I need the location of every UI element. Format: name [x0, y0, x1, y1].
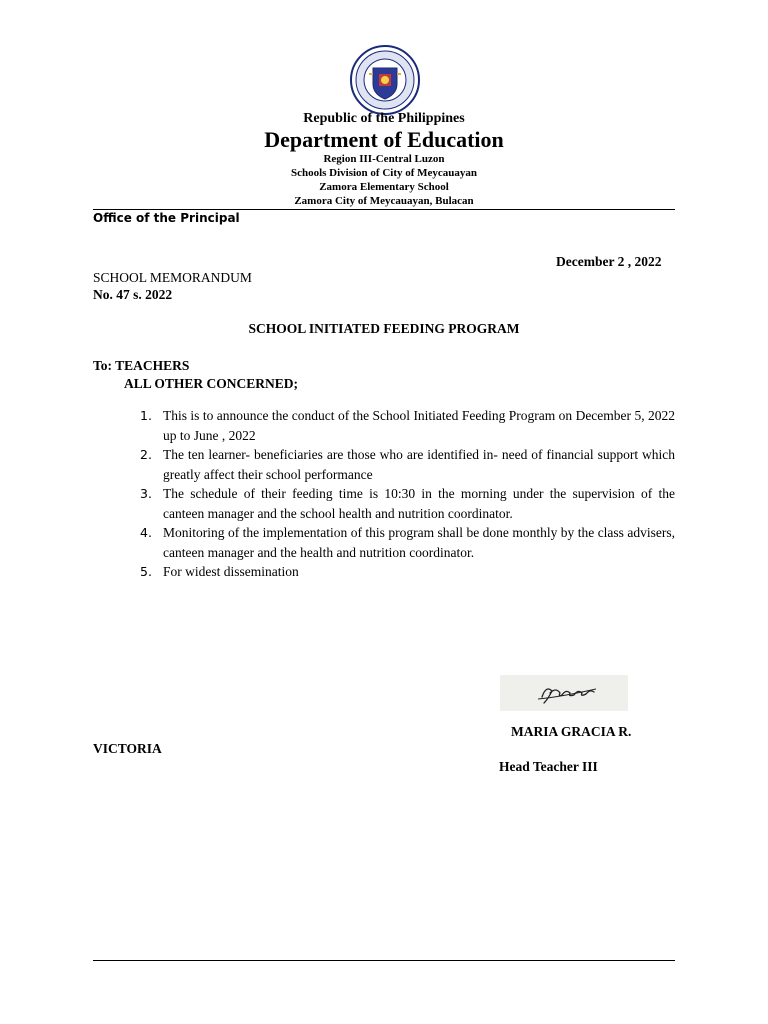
item-number: 5.	[140, 564, 152, 579]
region-line: Region III-Central Luzon	[323, 153, 445, 165]
signatory-position: Head Teacher III	[499, 759, 598, 774]
item-text: The schedule of their feeding time is 10:30 in the morning under the supervision of the canteen manager and the school health and nutrition coordinator.	[163, 486, 675, 521]
memo-date: December 2 , 2022	[556, 254, 662, 269]
list-item	[140, 406, 675, 445]
list-item	[140, 484, 675, 523]
deped-seal-logo	[349, 44, 421, 116]
list-item	[140, 562, 675, 582]
list-item	[140, 523, 675, 562]
memo-number: No. 47 s. 2022	[93, 287, 173, 302]
recipients-line-1: To: TEACHERS	[93, 358, 190, 373]
list-item	[140, 445, 675, 484]
school-address-line: Zamora City of Meycauayan, Bulacan	[294, 195, 474, 207]
item-text: This is to announce the conduct of the School Initiated Feeding Program on December 5, 2022 up to June , 2022	[163, 408, 675, 443]
memo-label: SCHOOL MEMORANDUM	[93, 270, 252, 285]
footer-divider	[93, 960, 675, 961]
division-line: Schools Division of City of Meycauayan	[290, 167, 478, 179]
office-label: Office of the Principal	[93, 211, 240, 225]
recipients-line-2: ALL OTHER CONCERNED;	[124, 376, 299, 391]
item-number: 4.	[140, 525, 152, 540]
item-number: 3.	[140, 486, 152, 501]
item-text: Monitoring of the implementation of this program shall be done monthly by the class advisers, canteen manager and the health and nutrition coordinator.	[163, 525, 675, 560]
signatory-name-part2: VICTORIA	[93, 741, 162, 756]
department-heading: Department of Education	[264, 127, 504, 152]
item-text: The ten learner- beneficiaries are those who are identified in- need of financial support which greatly affect their school performance	[163, 447, 675, 482]
memo-subject: SCHOOL INITIATED FEEDING PROGRAM	[248, 321, 520, 336]
item-number: 2.	[140, 447, 152, 462]
item-text: For widest dissemination	[163, 564, 299, 579]
school-name-line: Zamora Elementary School	[319, 181, 449, 193]
signature-image	[500, 675, 628, 711]
header-divider	[93, 209, 675, 210]
signatory-name-part1: MARIA GRACIA R.	[511, 724, 632, 739]
item-number: 1.	[140, 408, 152, 423]
republic-heading: Republic of the Philippines	[303, 111, 465, 126]
memo-items-list	[140, 406, 675, 582]
